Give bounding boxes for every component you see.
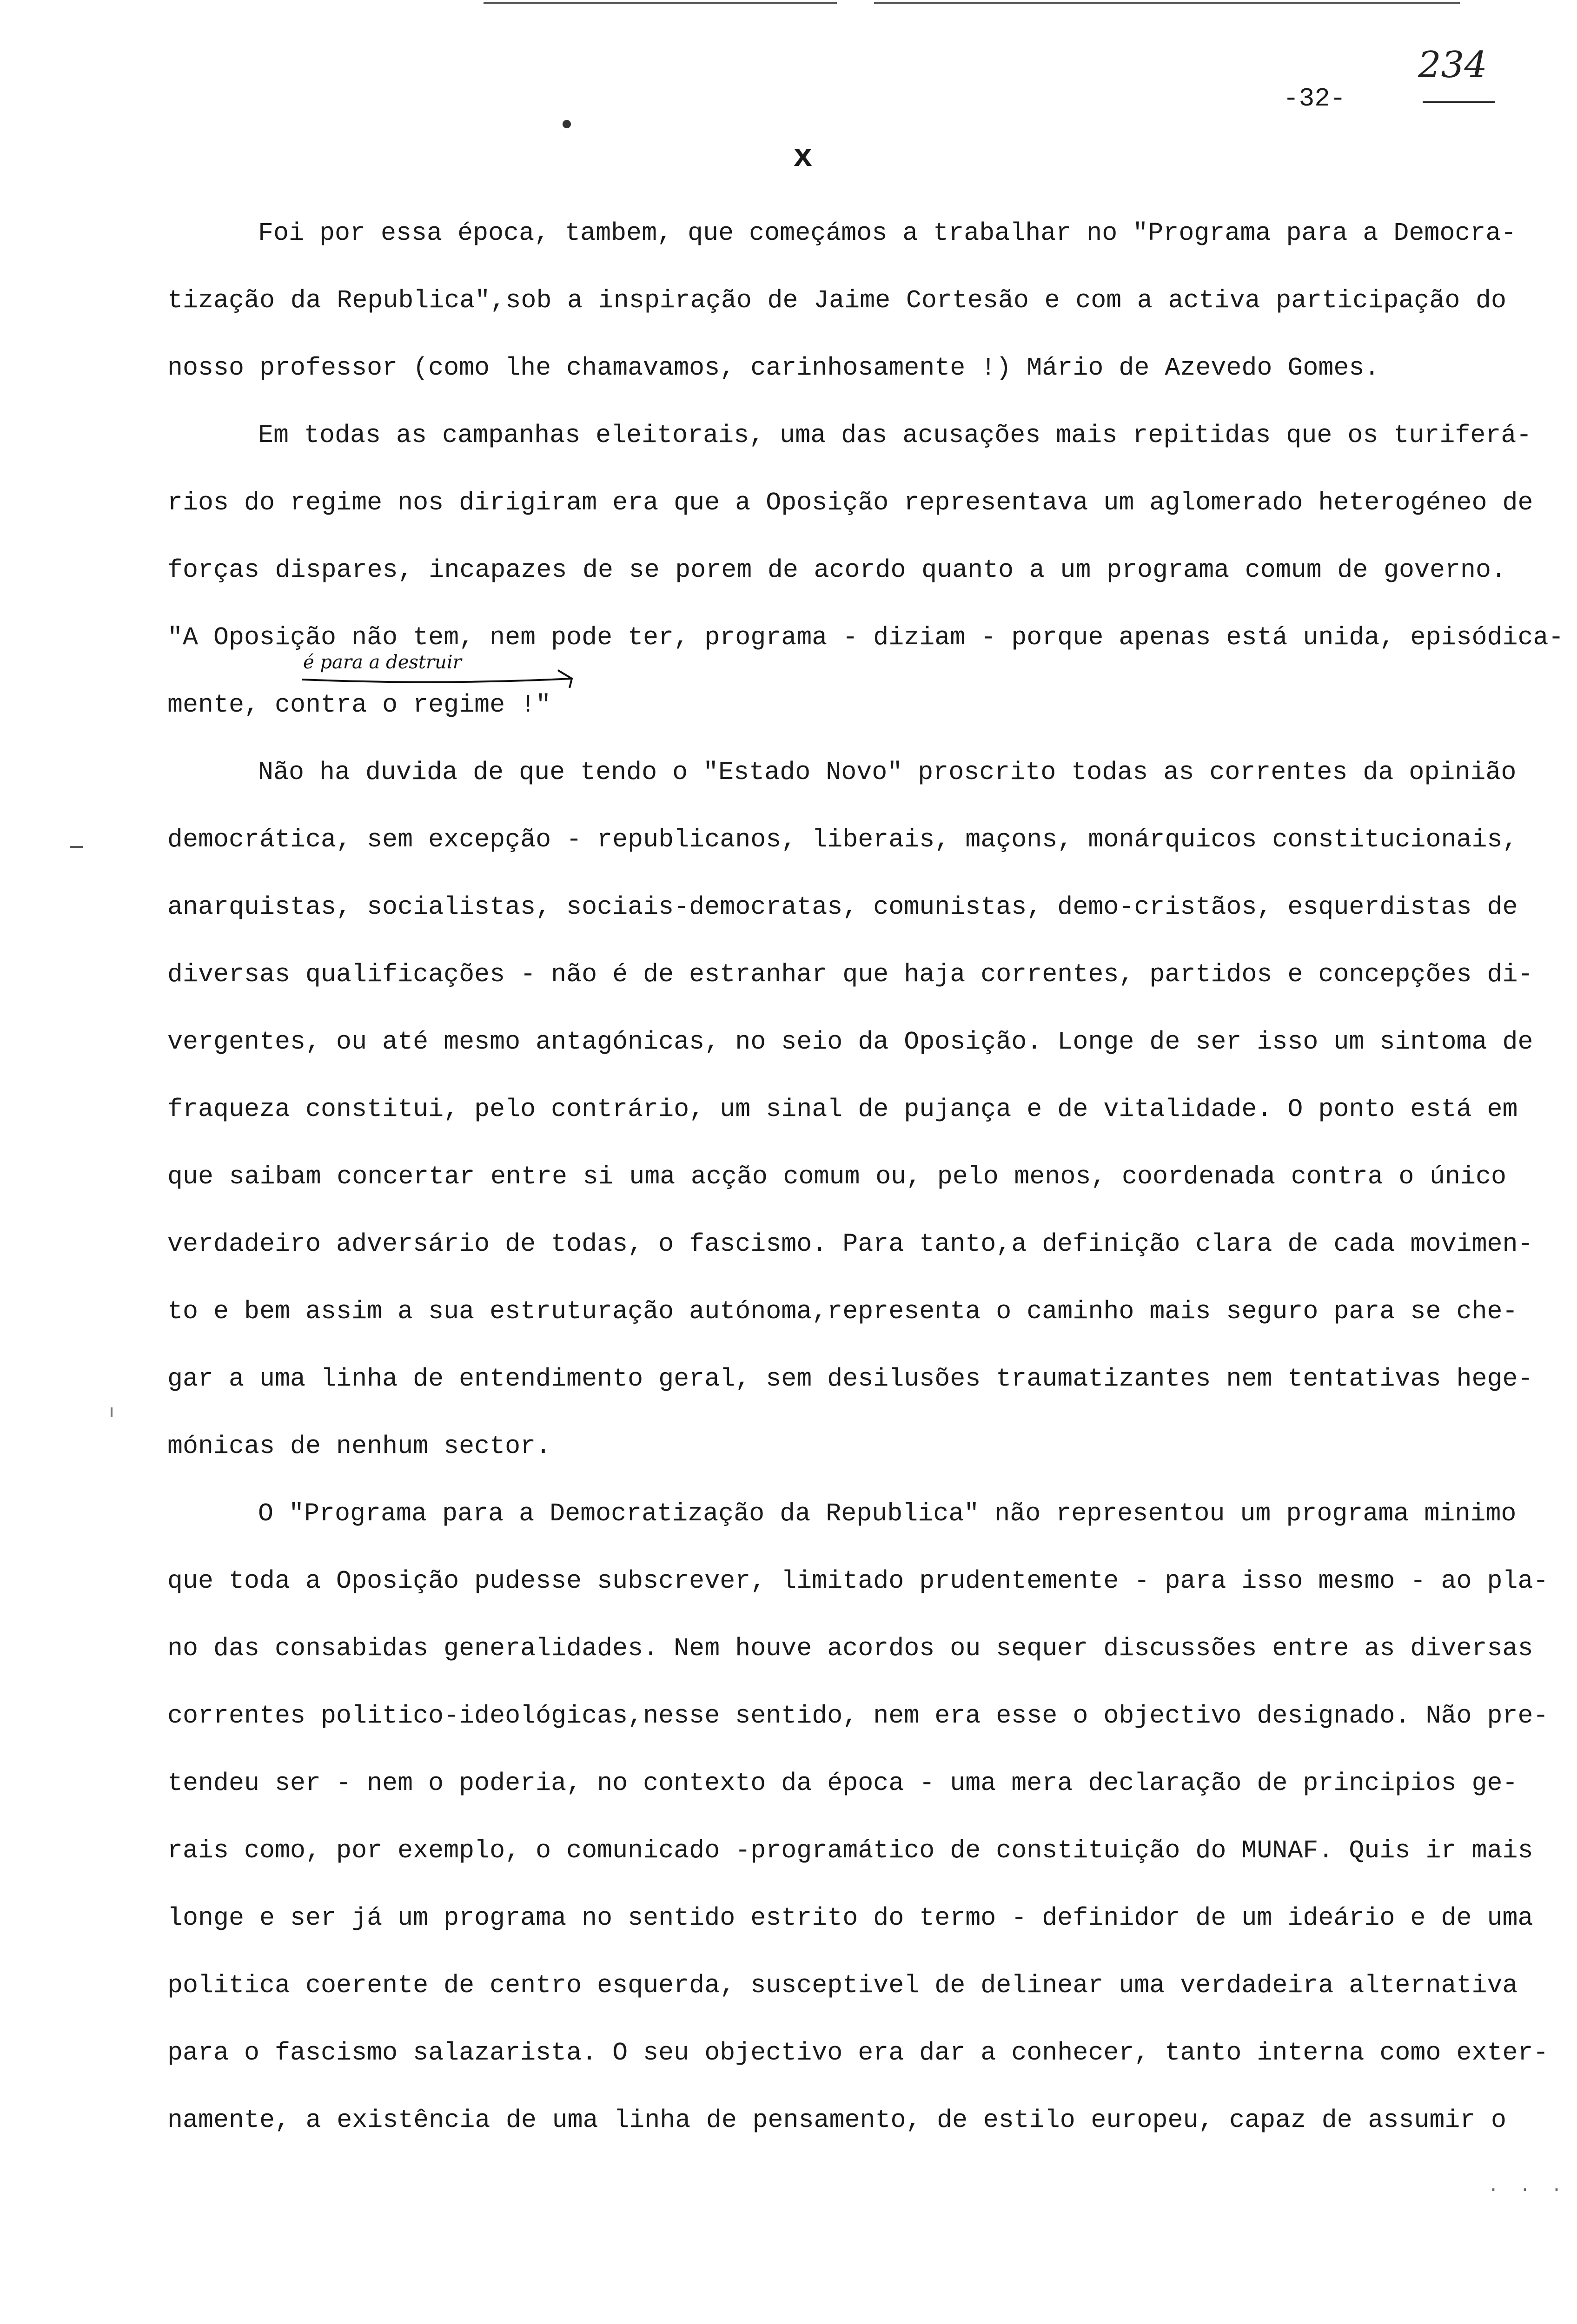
margin-specks: · · · xyxy=(1488,2180,1567,2201)
top-rule-2 xyxy=(874,2,1460,4)
text-line: O "Programa para a Democratização da Republica" não representou um programa minimo xyxy=(258,1499,1517,1528)
folio-underline xyxy=(1423,101,1495,103)
text-line: mónicas de nenhum sector. xyxy=(167,1432,551,1461)
handwritten-insertion xyxy=(298,652,576,689)
text-line: no das consabidas generalidades. Nem houve acordos ou sequer discussões entre as diversas xyxy=(167,1634,1533,1663)
text-line: diversas qualificações - não é de estranhar que haja correntes, partidos e concepções di- xyxy=(167,960,1533,989)
text-line: para o fascismo salazarista. O seu objectivo era dar a conhecer, tanto interna como exter- xyxy=(167,2038,1549,2067)
text-line: rios do regime nos dirigiram era que a Oposição representava um aglomerado heterogéneo de xyxy=(167,488,1533,517)
text-line: to e bem assim a sua estruturação autónoma,representa o caminho mais seguro para se che- xyxy=(167,1297,1518,1326)
text-line: longe e ser já um programa no sentido estrito do termo - definidor de um ideário e de uma xyxy=(167,1903,1533,1933)
text-line: anarquistas, socialistas, sociais-democratas, comunistas, demo-cristãos, esquerdistas de xyxy=(167,892,1518,922)
text-line: que toda a Oposição pudesse subscrever, limitado prudentemente - para isso mesmo - ao pla- xyxy=(167,1566,1549,1596)
text-line: gar a uma linha de entendimento geral, sem desilusões traumatizantes nem tentativas hege- xyxy=(167,1364,1533,1393)
text-line: vergentes, ou até mesmo antagónicas, no seio da Oposição. Longe de ser isso um sintoma de xyxy=(167,1027,1533,1056)
margin-tick xyxy=(111,1407,113,1417)
text-line: "A Oposição não tem, nem pode ter, programa - diziam - porque apenas está unida, episódica- xyxy=(167,623,1564,652)
text-line: fraqueza constitui, pelo contrário, um sinal de pujança e de vitalidade. O ponto está em xyxy=(167,1095,1518,1124)
text-line: politica coerente de centro esquerda, susceptivel de delinear uma verdadeira alternativa xyxy=(167,1971,1518,2000)
handwritten-folio: 234 xyxy=(1418,44,1487,86)
text-line: correntes politico-ideológicas,nesse sentido, nem era esse o objectivo designado. Não pre- xyxy=(167,1701,1549,1730)
text-line: que saibam concertar entre si uma acção comum ou, pelo menos, coordenada contra o único xyxy=(167,1162,1506,1191)
text-line: mente, contra o regime !" xyxy=(167,690,551,720)
text-line: rais como, por exemplo, o comunicado -programático de constituição do MUNAF. Quis ir mais xyxy=(167,1836,1533,1865)
text-line: Em todas as campanhas eleitorais, uma das acusações mais repitidas que os turiferá- xyxy=(258,421,1532,450)
top-rule-1 xyxy=(484,2,837,4)
page-number: -32- xyxy=(1283,84,1346,113)
text-line: nosso professor (como lhe chamavamos, carinhosamente !) Mário de Azevedo Gomes. xyxy=(167,353,1380,383)
text-line: forças dispares, incapazes de se porem de acordo quanto a um programa comum de governo. xyxy=(167,555,1506,585)
text-line: namente, a existência de uma linha de pensamento, de estilo europeu, capaz de assumir o xyxy=(167,2106,1506,2135)
text-line: tização da Republica",sob a inspiração de Jaime Cortesão e com a activa participação do xyxy=(167,286,1506,315)
text-line: verdadeiro adversário de todas, o fascismo. Para tanto,a definição clara de cada movimen- xyxy=(167,1229,1533,1259)
margin-dash xyxy=(70,846,83,848)
dot-mark xyxy=(563,120,571,128)
handwritten-insert-text: é para a destruir xyxy=(303,652,462,673)
text-line: Não ha duvida de que tendo o "Estado Novo" proscrito todas as correntes da opinião xyxy=(258,758,1517,787)
section-mark: x xyxy=(793,139,813,176)
text-line: democrática, sem excepção - republicanos, liberais, maçons, monárquicos constitucionais, xyxy=(167,825,1518,854)
text-line: tendeu ser - nem o poderia, no contexto da época - uma mera declaração de principios ge- xyxy=(167,1769,1518,1798)
text-line: Foi por essa época, tambem, que começámos a trabalhar no "Programa para a Democra- xyxy=(258,218,1517,248)
